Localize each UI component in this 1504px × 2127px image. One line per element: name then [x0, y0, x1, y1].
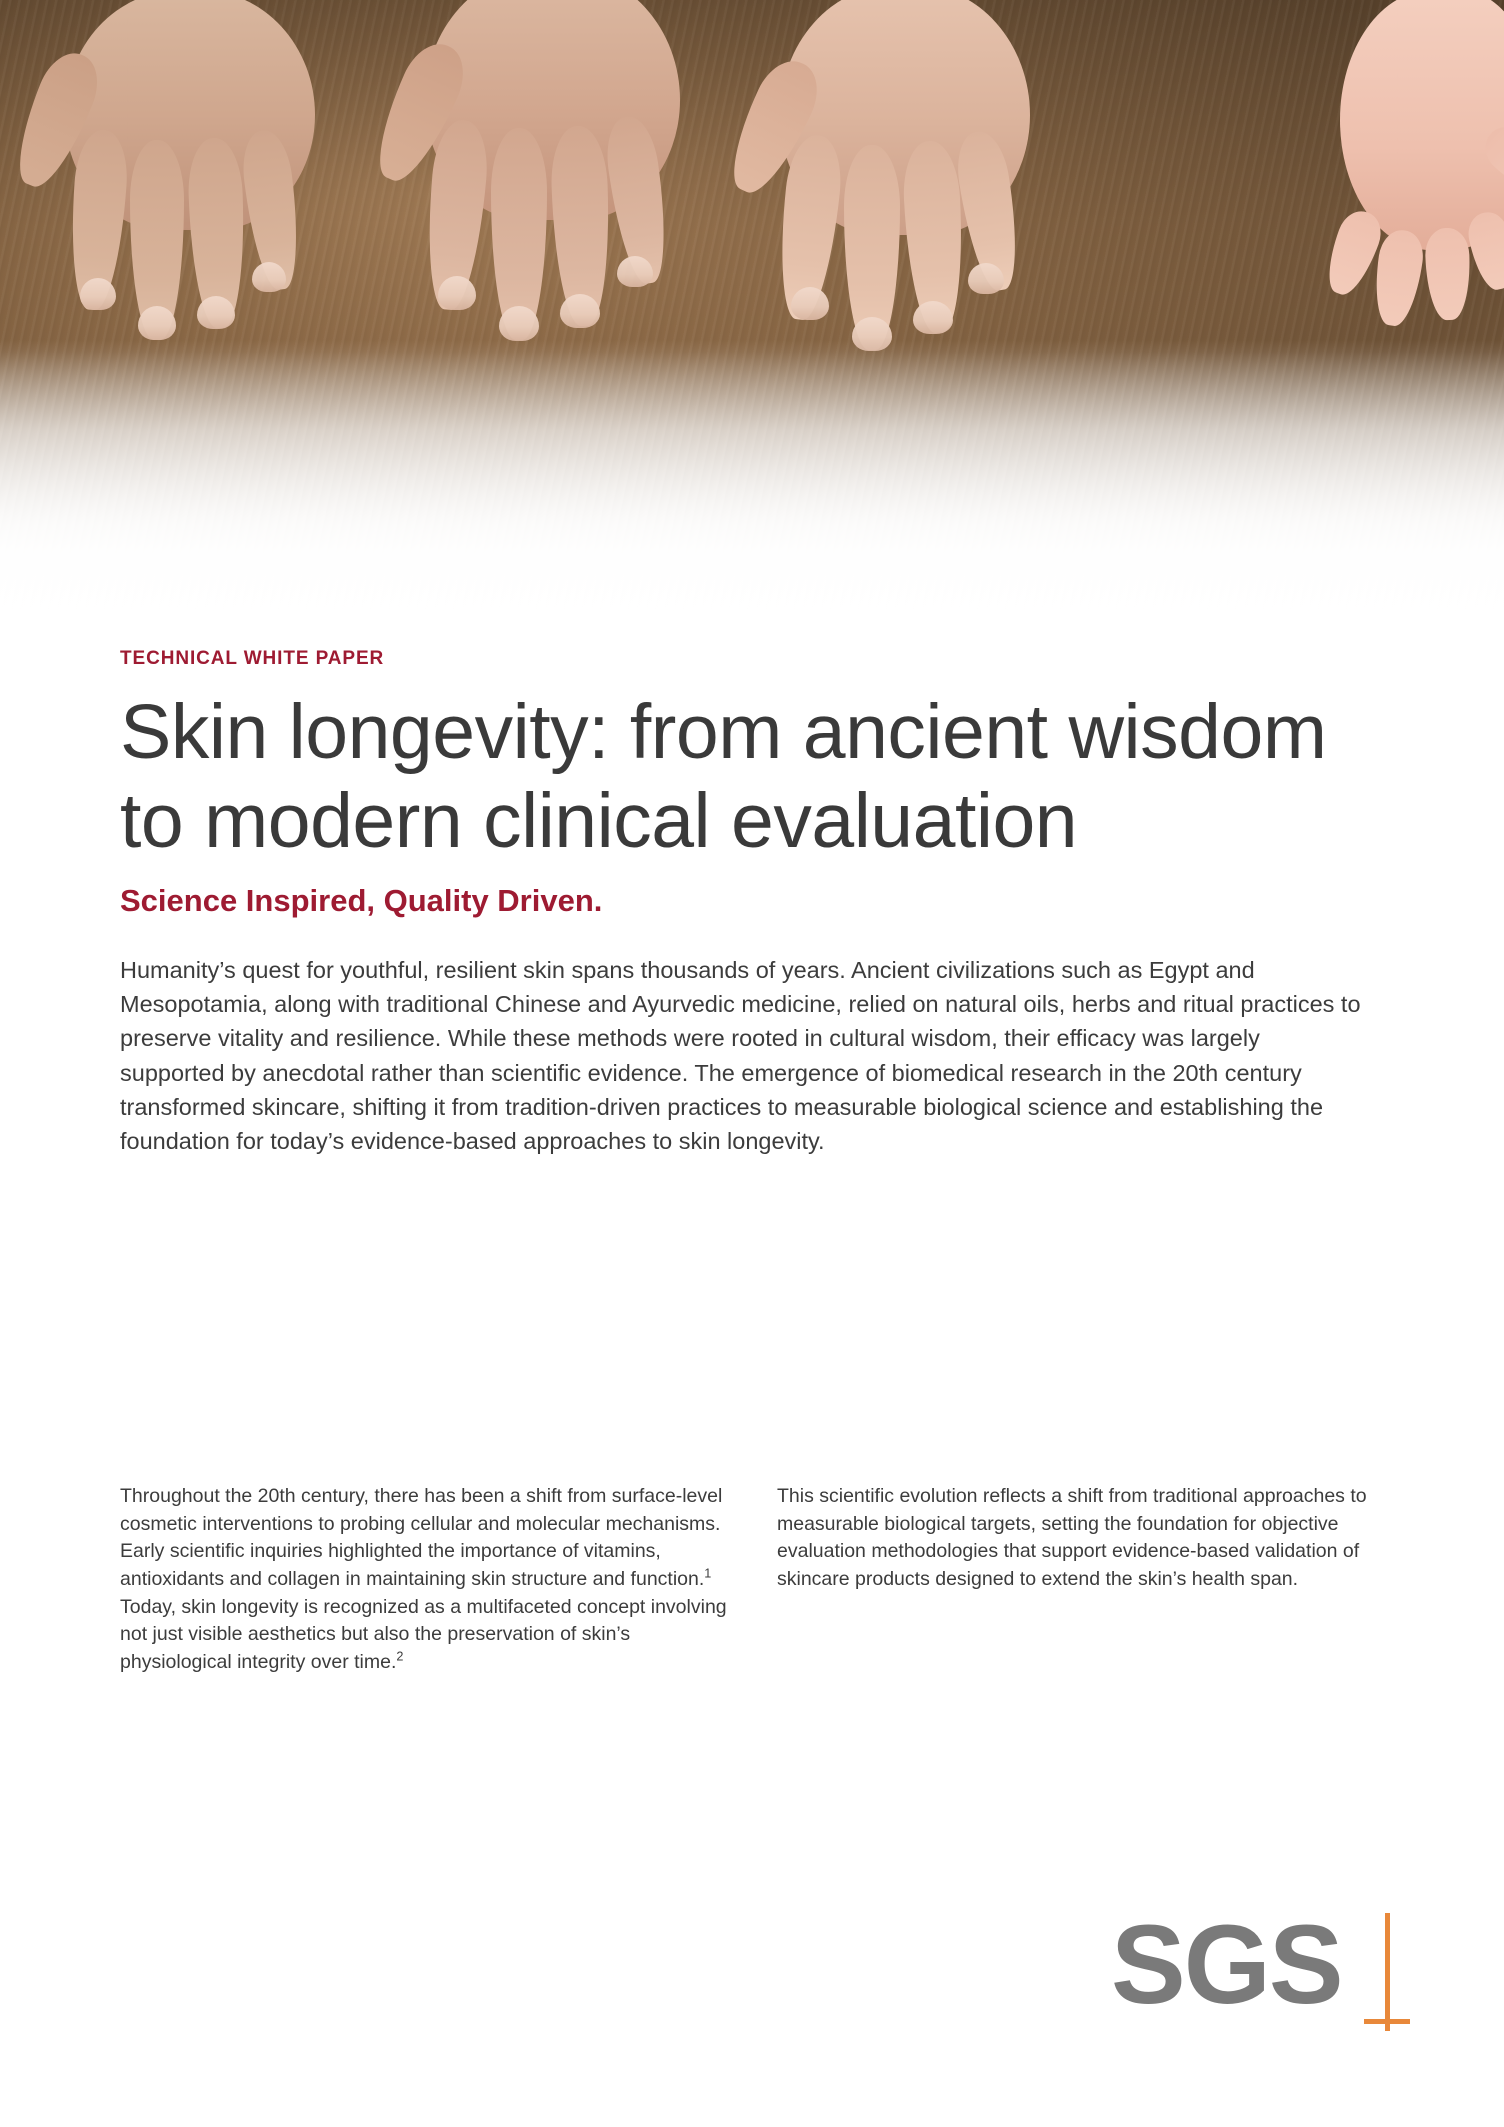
fingernail: [913, 301, 953, 334]
hand-baby: [1330, 0, 1504, 360]
hero-image: [0, 0, 1504, 640]
column-left-text-2: Today, skin longevity is recognized as a multifaceted concept involving not just visible aesthetics but also the preservation of skin’s physiological integrity over time.: [120, 1595, 727, 1674]
finger: [1464, 209, 1504, 294]
brand-tagline: Science Inspired, Quality Driven.: [120, 882, 603, 918]
fingernail: [138, 306, 176, 340]
fingernail: [560, 294, 600, 328]
hand-elder: [30, 0, 360, 390]
fingernail: [968, 263, 1004, 294]
fingernail: [252, 262, 286, 292]
sgs-wordmark: SGS: [1111, 1902, 1342, 2027]
fingernail: [438, 276, 476, 310]
footnote-ref-2: 2: [396, 1649, 404, 1664]
column-right-text-1: This scientific evolution reflects a shift from traditional approaches to measurable biological targets, setting the foundation for objective evaluation methodologies that support evidence-based validation of skincare products designed to extend the skin’s health span.: [777, 1485, 1367, 1591]
fingernail: [499, 306, 539, 341]
fingernail: [617, 256, 653, 287]
hand-adult-1: [395, 0, 725, 390]
logo-vertical-bar-icon: [1385, 1913, 1390, 2031]
lede-paragraph: Humanity’s quest for youthful, resilient skin spans thousands of years. Ancient civilizations such as Egypt and Mesopotamia, along with traditional Chinese and Ayurvedic medicine, relied on natural oils, herbs and ritual practices to preserve vitality and resilience. While these methods were rooted in cultural wisdom, their efficacy was largely supported by anecdotal rather than scientific evidence. The emergence of biomedical research in the 20th century transformed skincare, shifting it from tradition-driven practices to measurable biological science and establishing the foundation for today’s evidence-based approaches to skin longevity.: [120, 956, 1361, 1155]
footnote-ref-1: 1: [704, 1566, 712, 1581]
finger: [1424, 227, 1471, 320]
document-header: [120, 648, 1385, 1158]
fingernail: [791, 287, 829, 320]
two-column-body: [120, 1483, 1385, 1677]
page-title: Skin longevity: from ancient wisdom to modern clinical evaluation: [120, 689, 1327, 865]
fingernail: [197, 296, 235, 329]
hero-fade-overlay: [0, 340, 1504, 640]
body-column-left: [120, 1483, 727, 1677]
logo-horizontal-bar-icon: [1364, 2019, 1410, 2024]
sgs-logo: [1111, 1902, 1396, 2039]
column-left-text-1: Throughout the 20th century, there has been a shift from surface-level cosmetic interventions to probing cellular and molecular mechanisms. Early scientific inquiries highlighted the importance of vitamins, antioxidants and collagen in maintaining skin structure and function.: [120, 1485, 723, 1591]
fingernail: [80, 278, 116, 310]
document-category-label: TECHNICAL WHITE PAPER: [120, 648, 385, 669]
body-column-right: [777, 1483, 1384, 1677]
